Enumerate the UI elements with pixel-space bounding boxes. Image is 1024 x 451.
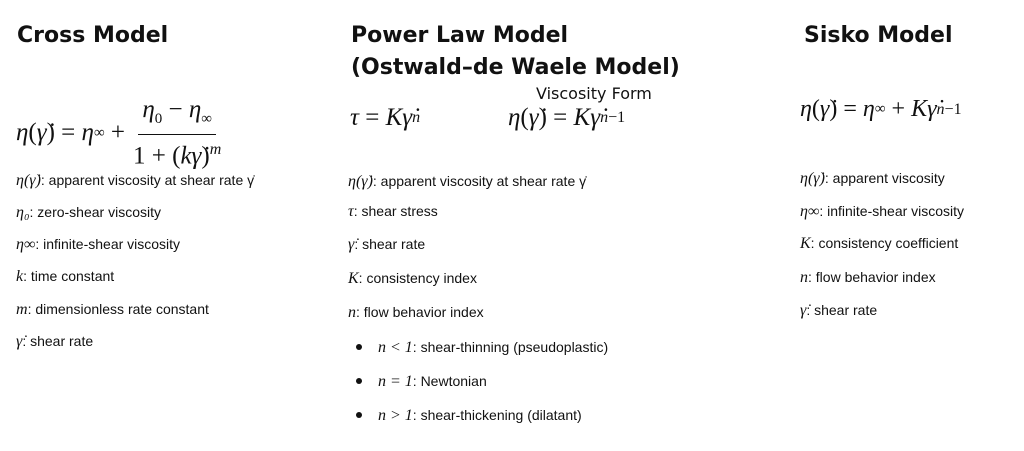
sisko-def-flow-index: n : flow behavior index xyxy=(800,269,936,286)
cross-def-infinite-shear: η∞ : infinite-shear viscosity xyxy=(16,236,181,253)
cross-def-rate-constant: m : dimensionless rate constant xyxy=(16,301,209,318)
cross-model-equation: η ( γ̇ ) = η ∞ + $\frac{\eta_0 - \eta_\infty}{1 + (k\gammȧ)^m}$ xyxy=(16,96,222,170)
cross-model-title: Cross Model xyxy=(17,23,169,48)
power-law-subtitle-name: (Ostwald–de Waele Model) xyxy=(351,55,680,80)
cross-def-apparent-viscosity: η(γ̇) : apparent viscosity at shear rate γ̇ xyxy=(16,172,255,189)
bullet-shear-thickening: n > 1 : shear-thickening (dilatant) xyxy=(356,407,582,425)
power-law-viscosity-equation: η ( γ̇ ) = K γ̇ n−1 xyxy=(508,104,626,131)
bullet-shear-thinning: n < 1 : shear-thinning (pseudoplastic) xyxy=(356,339,608,357)
sisko-model-equation: η ( γ̇ ) = η ∞ + K γ̇ n−1 xyxy=(800,96,962,122)
cross-def-zero-shear: η₀ : zero-shear viscosity xyxy=(16,204,161,221)
sisko-def-apparent-viscosity: η(γ̇) : apparent viscosity xyxy=(800,170,945,187)
bullet-dot xyxy=(356,412,362,418)
viscosity-form-label: Viscosity Form xyxy=(536,84,652,103)
bullet-dot xyxy=(356,344,362,350)
power-def-shear-rate: γ̇ : shear rate xyxy=(348,236,426,253)
cross-def-time-constant: k : time constant xyxy=(16,268,115,285)
power-def-flow-index: n : flow behavior index xyxy=(348,304,484,321)
power-law-stress-equation: τ = K γ̇ n xyxy=(350,104,421,131)
bullet-newtonian: n = 1 : Newtonian xyxy=(356,373,487,391)
power-law-title: Power Law Model xyxy=(351,23,569,48)
bullet-dot xyxy=(356,378,362,384)
sisko-def-infinite-shear: η∞ : infinite-shear viscosity xyxy=(800,203,965,220)
power-def-shear-stress: τ : shear stress xyxy=(348,203,438,220)
power-def-apparent-viscosity: η(γ̇) : apparent viscosity at shear rate γ̇ xyxy=(348,173,587,190)
sisko-def-shear-rate: γ̇ : shear rate xyxy=(800,302,878,319)
sisko-model-title: Sisko Model xyxy=(804,23,953,48)
cross-def-shear-rate: γ̇ : shear rate xyxy=(16,333,94,350)
power-def-consistency-index: K : consistency index xyxy=(348,270,477,287)
sisko-def-consistency: K : consistency coefficient xyxy=(800,235,959,252)
